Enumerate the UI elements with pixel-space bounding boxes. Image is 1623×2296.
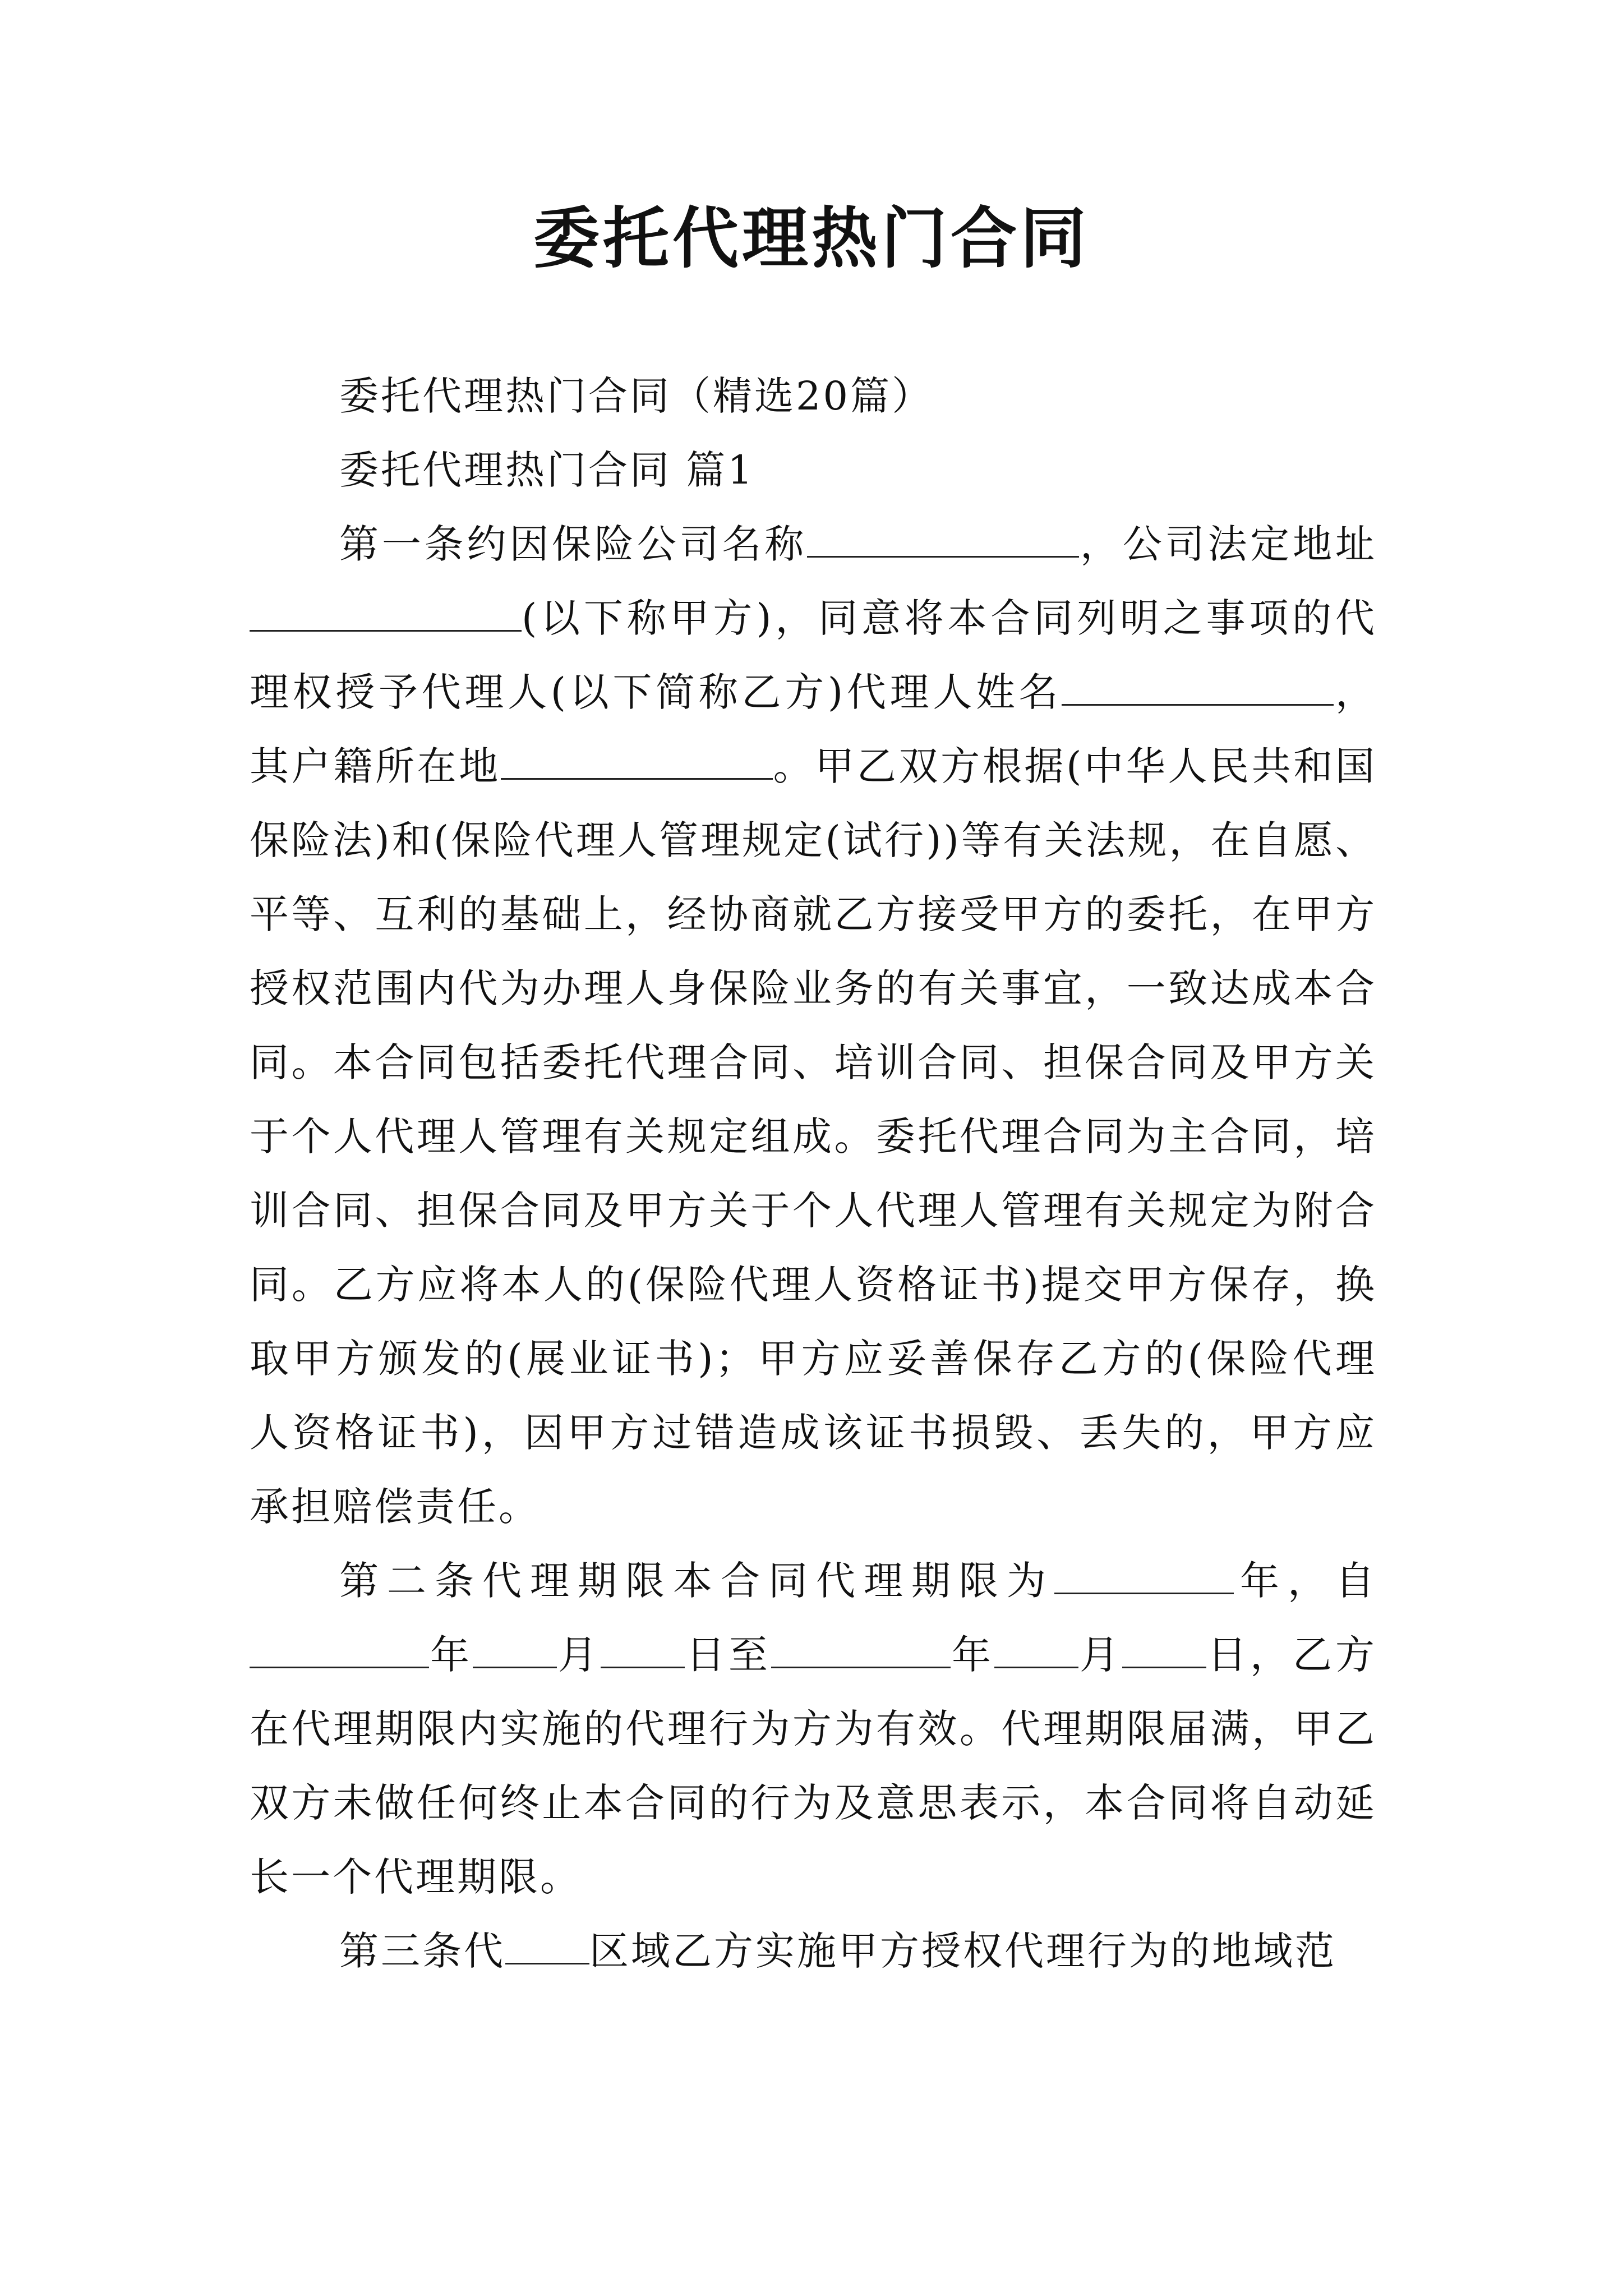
clause-1: [250, 507, 1377, 1544]
subtitle-paragraph: [250, 359, 1377, 433]
clause-2-text-e: 日至: [685, 1632, 771, 1678]
clause-1-text-c: (以下称甲方)，同意将本合同列明之事项的代理权授予代理人(以下简称乙方)代理人姓名: [250, 595, 1377, 715]
blank-household-location: [501, 744, 773, 780]
clause-3-text-b: 区域乙方实施甲方授权代理行为的地域范: [589, 1928, 1336, 1974]
document-title: 委托代理热门合同: [533, 199, 1090, 277]
blank-end-year: [771, 1633, 951, 1668]
clause-1-text-a: 第一条约因保险公司名称: [339, 521, 808, 567]
blank-agency-area: [505, 1929, 589, 1964]
clause-2-text-c: 年: [429, 1632, 473, 1678]
clause-2-text-h: 日，乙方在代理期限内实施的代理行为方为有效。代理期限届满，甲乙双方未做任何终止本合同的行为及意思表示，本合同将自动延长一个代理期限。: [250, 1632, 1377, 1900]
clause-3: [250, 1914, 1377, 1988]
document-body: [250, 359, 1377, 1988]
section-heading-text: 委托代理热门合同 篇1: [339, 447, 755, 493]
clause-1-text-b: ，公司法定地址: [1079, 521, 1377, 567]
clause-3-text-a: 第三条代: [339, 1928, 505, 1974]
blank-term-years: [1054, 1559, 1234, 1594]
subtitle-text: 委托代理热门合同（精选20篇）: [339, 373, 934, 419]
blank-start-year: [250, 1633, 429, 1668]
blank-company-name: [807, 522, 1079, 558]
clause-2-text-d: 月: [557, 1632, 601, 1678]
blank-agent-name: [1062, 670, 1334, 706]
clause-2-text-g: 月: [1078, 1632, 1122, 1678]
blank-company-address: [250, 596, 522, 632]
section-heading: [250, 433, 1377, 507]
clause-2-text-b: 年，自: [1234, 1558, 1377, 1604]
clause-2-text-f: 年: [951, 1632, 994, 1678]
blank-start-month: [473, 1633, 557, 1668]
clause-1-text-d: ，其户籍所在地: [250, 669, 1377, 789]
blank-end-day: [1122, 1633, 1206, 1668]
blank-end-month: [994, 1633, 1078, 1668]
clause-1-text-e: 。甲乙双方根据(中华人民共和国保险法)和(保险代理人管理规定(试行))等有关法规，在自愿、平等、互利的基础上，经协商就乙方接受甲方的委托，在甲方授权范围内代为办理人身保险业务的有关事宜，一致达成本合同。本合同包括委托代理合同、培训合同、担保合同及甲方关于个人代理人管理有关规定组成。委托代理合同为主合同，培训合同、担保合同及甲方关于个人代理人管理有关规定为附合同。乙方应将本人的(保险代理人资格证书)提交甲方保存，换取甲方颁发的(展业证书)；甲方应妥善保存乙方的(保险代理人资格证书)，因甲方过错造成该证书损毁、丢失的，甲方应承担赔偿责任。: [250, 743, 1377, 1530]
clause-2: [250, 1544, 1377, 1914]
clause-2-text-a: 第二条代理期限本合同代理期限为: [339, 1558, 1054, 1604]
blank-start-day: [601, 1633, 685, 1668]
